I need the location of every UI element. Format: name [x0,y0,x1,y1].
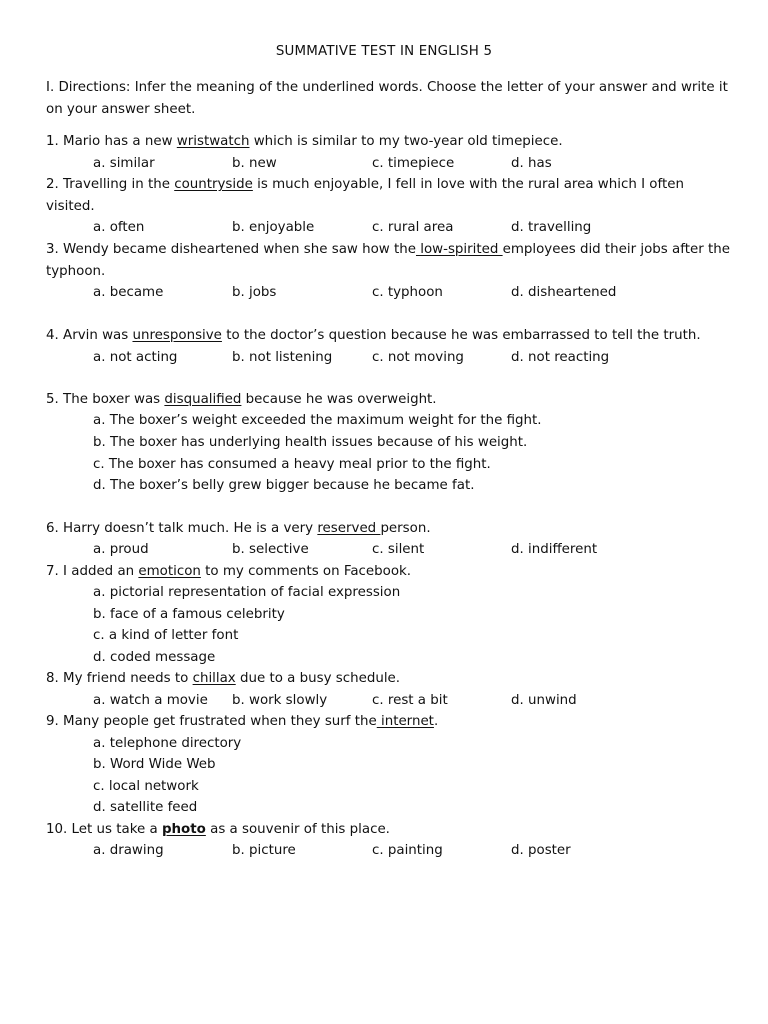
question-3: 3. Wendy became disheartened when she saw how the low-spirited employees did their jobs after the typhoon. [46,242,730,279]
option-b: b. enjoyable [232,220,315,235]
option-d: d. disheartened [511,285,617,300]
option-b: b. jobs [232,285,277,300]
question-4: 4. Arvin was unresponsive to the doctor’s question because he was embarrassed to tell the truth. [46,328,701,343]
option-d: d. poster [511,843,571,858]
option-c: c. silent [372,542,425,557]
option-d: d. unwind [511,693,577,708]
option-a: a. drawing [93,843,164,858]
option-c: c. timepiece [372,156,455,171]
option-b: b. not listening [232,350,333,365]
option-d: d. coded message [93,650,216,665]
underlined-word: photo [161,822,206,837]
option-d: d. travelling [511,220,592,235]
question-2: 2. Travelling in the countryside is much enjoyable, I fell in love with the rural area which I often visited. [46,177,684,214]
underlined-word: emoticon [138,564,201,579]
option-c: c. rural area [372,220,454,235]
underlined-word: reserved [317,521,381,536]
directions-text: I. Directions: Infer the meaning of the underlined words. Choose the letter of your answer and write it on your answer sheet. [46,80,728,117]
underlined-word: wristwatch [176,134,250,149]
question-1: 1. Mario has a new wristwatch which is similar to my two-year old timepiece. [46,134,563,149]
option-d: d. The boxer’s belly grew bigger because he became fat. [93,478,475,493]
option-a: a. became [93,285,164,300]
underlined-word: chillax [192,671,236,686]
question-5: 5. The boxer was disqualified because he was overweight. [46,392,437,407]
option-c: c. rest a bit [372,693,448,708]
option-a: a. watch a movie [93,693,208,708]
underlined-word: disqualified [164,392,242,407]
question-9: 9. Many people get frustrated when they surf the internet. [46,714,439,729]
option-a: a. The boxer’s weight exceeded the maximum weight for the fight. [93,413,542,428]
question-10: 10. Let us take a photo as a souvenir of this place. [46,822,390,837]
option-b: b. selective [232,542,309,557]
underlined-word: internet [376,714,434,729]
question-8: 8. My friend needs to chillax due to a busy schedule. [46,671,401,686]
option-d: d. satellite feed [93,800,198,815]
option-c: c. typhoon [372,285,443,300]
option-d: d. has [511,156,552,171]
option-a: a. proud [93,542,149,557]
option-c: c. The boxer has consumed a heavy meal prior to the fight. [93,457,491,472]
option-d: d. not reacting [511,350,610,365]
option-a: a. not acting [93,350,178,365]
option-c: c. painting [372,843,443,858]
underlined-word: low-spirited [415,242,503,257]
option-c: c. a kind of letter font [93,628,239,643]
underlined-word: countryside [174,177,253,192]
option-c: c. not moving [372,350,464,365]
question-7: 7. I added an emoticon to my comments on Facebook. [46,564,412,579]
option-c: c. local network [93,779,199,794]
option-a: a. pictorial representation of facial expression [93,585,401,600]
page-title: SUMMATIVE TEST IN ENGLISH 5 [275,44,493,59]
option-a: a. similar [93,156,155,171]
option-b: b. picture [232,843,296,858]
option-a: a. often [93,220,145,235]
option-a: a. telephone directory [93,736,242,751]
option-b: b. face of a famous celebrity [93,607,285,622]
option-b: b. new [232,156,277,171]
question-6: 6. Harry doesn’t talk much. He is a very reserved person. [46,521,431,536]
underlined-word: unresponsive [132,328,222,343]
option-d: d. indifferent [511,542,598,557]
option-b: b. work slowly [232,693,328,708]
option-b: b. The boxer has underlying health issues because of his weight. [93,435,528,450]
option-b: b. Word Wide Web [93,757,216,772]
